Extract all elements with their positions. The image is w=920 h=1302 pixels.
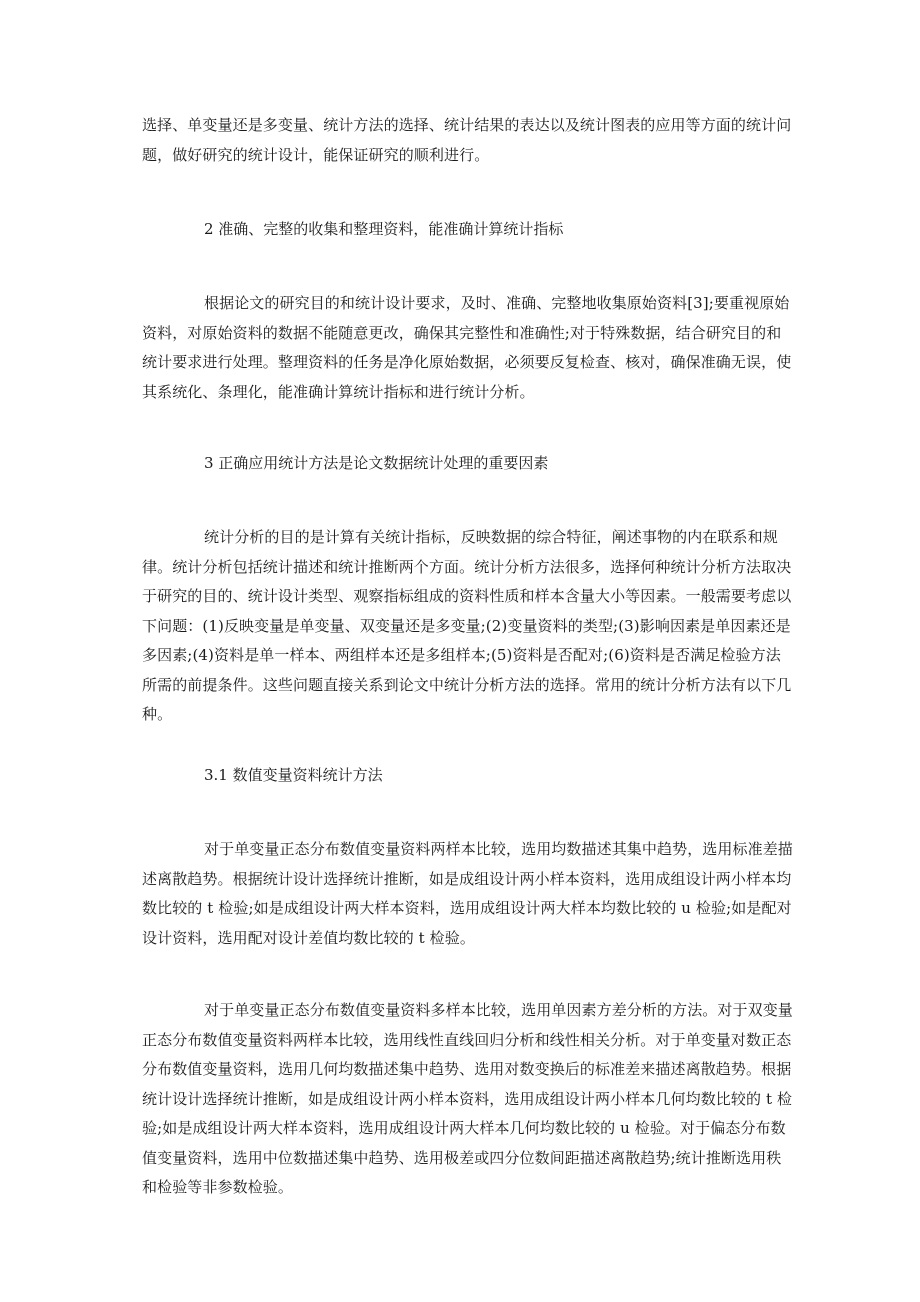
section-2-heading: 2 准确、完整的收集和整理资料，能准确计算统计指标 (204, 220, 564, 238)
intro-paragraph: 选择、单变量还是多变量、统计方法的选择、统计结果的表达以及统计图表的应用等方面的统计问题，做好研究的统计设计，能保证研究的顺利进行。 (142, 116, 792, 164)
section-3-1-paragraph-2: 对于单变量正态分布数值变量资料多样本比较，选用单因素方差分析的方法。对于双变量正态分布数值变量资料两样本比较，选用线性直线回归分析和线性相关分析。对于单变量对数正态分布数值变量资料，选用几何均数描述集中趋势、选用对数变换后的标准差来描述离散趋势。根据统计设计选择统计推断，如是成组设计两小样本资料，选用成组设计两小样本几何均数比较的 t 检验;如是成组设计两大样本资料，选用成组设计两大样本几何均数比较的 u 检验。对于偏态分布数值变量资料，选用中位数描述集中趋势、选用极差或四分位数间距描述离散趋势;统计推断选用秩和检验等非参数检验。 (142, 1001, 793, 1196)
section-3-1-heading: 3.1 数值变量资料统计方法 (204, 766, 383, 784)
section-3-1-paragraph-1: 对于单变量正态分布数值变量资料两样本比较，选用均数描述其集中趋势，选用标准差描述离散趋势。根据统计设计选择统计推断，如是成组设计两小样本资料，选用成组设计两小样本均数比较的 t 检验;如是成组设计两大样本资料，选用成组设计两大样本均数比较的 u 检验;如是配对设计资料，选用配对设计差值均数比较的 t 检验。 (142, 840, 793, 947)
section-2-paragraph: 根据论文的研究目的和统计设计要求，及时、准确、完整地收集原始资料[3];要重视原始资料，对原始资料的数据不能随意更改，确保其完整性和准确性;对于特殊数据，结合研究目的和统计要求进行处理。整理资料的任务是净化原始数据，必须要反复检查、核对，确保准确无误，使其系统化、条理化，能准确计算统计指标和进行统计分析。 (142, 294, 792, 401)
section-3-heading: 3 正确应用统计方法是论文数据统计处理的重要因素 (204, 454, 549, 472)
section-3-paragraph: 统计分析的目的是计算有关统计指标，反映数据的综合特征，阐述事物的内在联系和规律。统计分析包括统计描述和统计推断两个方面。统计分析方法很多，选择何种统计分析方法取决于研究的目的、统计设计类型、观察指标组成的资料性质和样本含量大小等因素。一般需要考虑以下问题：(1)反映变量是单变量、双变量还是多变量;(2)变量资料的类型;(3)影响因素是单因素还是多因素;(4)资料是单一样本、两组样本还是多组样本;(5)资料是否配对;(6)资料是否满足检验方法所需的前提条件。这些问题直接关系到论文中统计分析方法的选择。常用的统计分析方法有以下几种。 (142, 528, 792, 723)
